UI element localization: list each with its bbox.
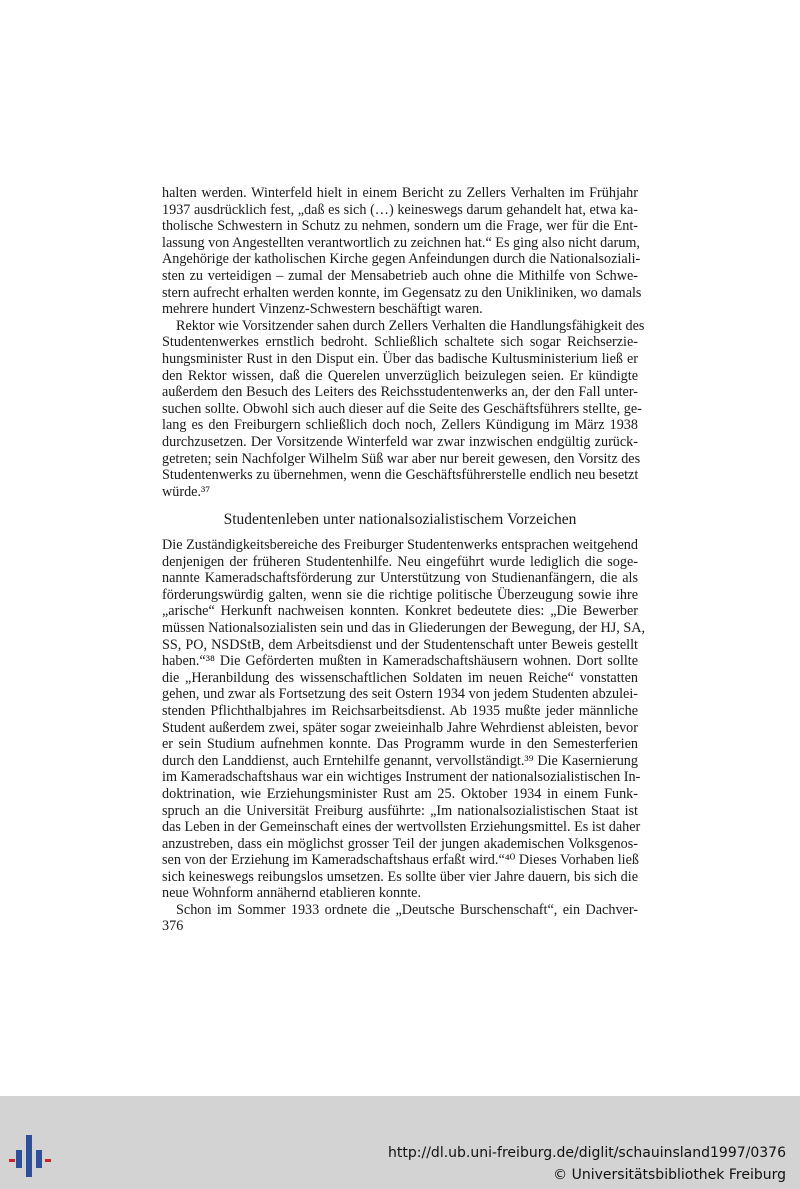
text-line: doktrination, wie Erziehungsminister Rust am 25. Oktober 1934 in einem Funk- bbox=[162, 785, 638, 802]
page-number: 376 bbox=[162, 918, 184, 934]
text-line: die „Heranbildung des wissenschaftlichen Soldaten im neuen Reiche“ vonstatten bbox=[162, 669, 638, 686]
source-url-link[interactable]: http://dl.ub.uni-freiburg.de/diglit/schauinsland1997/0376 bbox=[388, 1145, 786, 1161]
paragraph-4 bbox=[162, 902, 638, 919]
copyright-notice: © Universitätsbibliothek Freiburg bbox=[553, 1167, 786, 1183]
text-line: sten zu verteidigen – zumal der Mensabetrieb auch ohne die Mithilfe von Schwe- bbox=[162, 267, 638, 284]
text-line: Die Zuständigkeitsbereiche des Freiburger Studentenwerks entsprachen weitgehend bbox=[162, 537, 638, 553]
text-line: neue Wohnform annähernd etablieren konnte. bbox=[162, 885, 421, 902]
text-line: hungsminister Rust in den Disput ein. Über das badische Kultusministerium ließ er bbox=[162, 350, 638, 367]
ub-freiburg-logo-icon bbox=[8, 1132, 52, 1180]
text-line: durch den Landdienst, auch Erntehilfe genannt, vervollständigt.³⁹ Die Kasernierung bbox=[162, 752, 638, 769]
text-line: sen von der Erziehung im Kameradschaftshaus erfaßt wird.“⁴⁰ Dieses Vorhaben ließ bbox=[162, 852, 639, 869]
text-line: suchen sollte. Obwohl sich auch dieser auf die Seite des Geschäftsführers stellte, ge- bbox=[162, 400, 642, 417]
text-line: lang es den Freiburgern schließlich doch noch, Zellers Kündigung im März 1938 bbox=[162, 417, 638, 434]
text-line: Schon im Sommer 1933 ordnete die „Deutsche Burschenschaft“, ein Dachver- bbox=[176, 902, 638, 919]
paragraph-3 bbox=[162, 537, 646, 902]
text-line: den Rektor wissen, daß die Querelen unverzüglich beizulegen seien. Er kündigte bbox=[162, 367, 638, 384]
text-line: Studentenwerkes ernstlich bedroht. Schließlich schaltete sich sogar Reichserzie- bbox=[162, 334, 638, 351]
text-line: Studentenwerks zu übernehmen, wenn die Geschäftsführerstelle endlich neu besetzt bbox=[162, 467, 639, 484]
text-line: im Kameradschaftshaus war ein wichtiges Instrument der nationalsozialistischen In- bbox=[162, 769, 641, 786]
text-line: SS, PO, NSDStB, dem Arbeitsdienst und der Studentenschaft unter Beweis gestellt bbox=[162, 636, 638, 653]
text-line: müssen Nationalsozialisten sein und das in Gliederungen der Bewegung, der HJ, SA, bbox=[162, 619, 646, 636]
body-text bbox=[162, 185, 645, 500]
text-line: 1937 ausdrücklich fest, „daß es sich (…) keineswegs darum gehandelt hat, etwa ka- bbox=[162, 201, 638, 218]
text-line: lassung von Angestellten verantwortlich zu zeichnen hat.“ Es ging also nicht darum, bbox=[162, 234, 640, 251]
paragraph-1 bbox=[162, 185, 642, 318]
paragraph-2 bbox=[162, 317, 645, 501]
text-line: sich keineswegs reibungslos umsetzen. Es sollte über vier Jahre dauern, bis sich die bbox=[162, 868, 638, 885]
text-line: durchzusetzen. Der Vorsitzende Winterfeld war zwar inzwischen endgültig zurück- bbox=[162, 433, 638, 450]
text-line: getreten; sein Nachfolger Wilhelm Süß war aber nur bereit gewesen, den Vorsitz des bbox=[162, 450, 641, 467]
footer-bar bbox=[0, 1096, 800, 1189]
text-line: gehen, und zwar als Fortsetzung des seit Ostern 1934 von jedem Studenten abzulei- bbox=[162, 686, 638, 703]
text-line: spruch an die Universität Freiburg ausführte: „Im nationalsozialistischen Staat ist bbox=[162, 802, 638, 819]
text-line: nannte Kameradschaftsförderung zur Unterstützung von Studienanfängern, die als bbox=[162, 570, 638, 587]
text-line: halten werden. Winterfeld hielt in einem Bericht zu Zellers Verhalten im Frühjahr bbox=[162, 185, 638, 201]
text-line: das Leben in der Gemeinschaft eines der wertvollsten Erziehungsmittel. Es ist daher bbox=[162, 819, 641, 836]
text-line: würde.³⁷ bbox=[162, 483, 211, 500]
text-line: stenden Pflichthalbjahres im Reichsarbeitsdienst. Ab 1935 mußte jeder männliche bbox=[162, 702, 638, 719]
text-line: tholische Schwestern in Schutz zu nehmen, sondern um die Frage, wer für die Ent- bbox=[162, 218, 638, 235]
text-line: förderungswürdig galten, wenn sie die richtige politische Überzeugung sowie ihre bbox=[162, 586, 638, 603]
text-line: Angehörige der katholischen Kirche gegen Anfeindungen durch die Nationalsoziali- bbox=[162, 251, 641, 268]
text-line: mehrere hundert Vinzenz-Schwestern beschäftigt waren. bbox=[162, 301, 483, 318]
text-line: Student außerdem zwei, später sogar zweieinhalb Jahre Wehrdienst ableisten, bevor bbox=[162, 719, 638, 736]
body-text-section bbox=[162, 537, 646, 919]
text-line: stern aufrecht erhalten werden konnte, im Gegensatz zu den Unikliniken, wo damals bbox=[162, 284, 642, 301]
section-heading: Studentenleben unter nationalsozialistischem Vorzeichen bbox=[223, 511, 577, 528]
text-line: „arische“ Herkunft nachweisen konnten. Konkret bedeutete dies: „Die Bewerber bbox=[162, 603, 638, 620]
text-line: er sein Studium aufnehmen konnte. Das Programm wurde in den Semesterferien bbox=[162, 736, 638, 753]
text-line: Rektor wie Vorsitzender sahen durch Zellers Verhalten die Handlungsfähigkeit des bbox=[176, 317, 645, 334]
text-line: anzustreben, dass ein möglichst grosser Teil der jungen akademischen Volksgenos- bbox=[162, 835, 638, 852]
text-line: denjenigen der früheren Studentenhilfe. Neu eingeführt wurde lediglich die soge- bbox=[162, 553, 638, 570]
text-line: außerdem den Besuch des Leiters des Reichsstudentenwerks an, der den Fall unter- bbox=[162, 384, 638, 401]
text-line: haben.“³⁸ Die Geförderten mußten in Kameradschaftshäusern wohnen. Dort sollte bbox=[162, 653, 638, 670]
